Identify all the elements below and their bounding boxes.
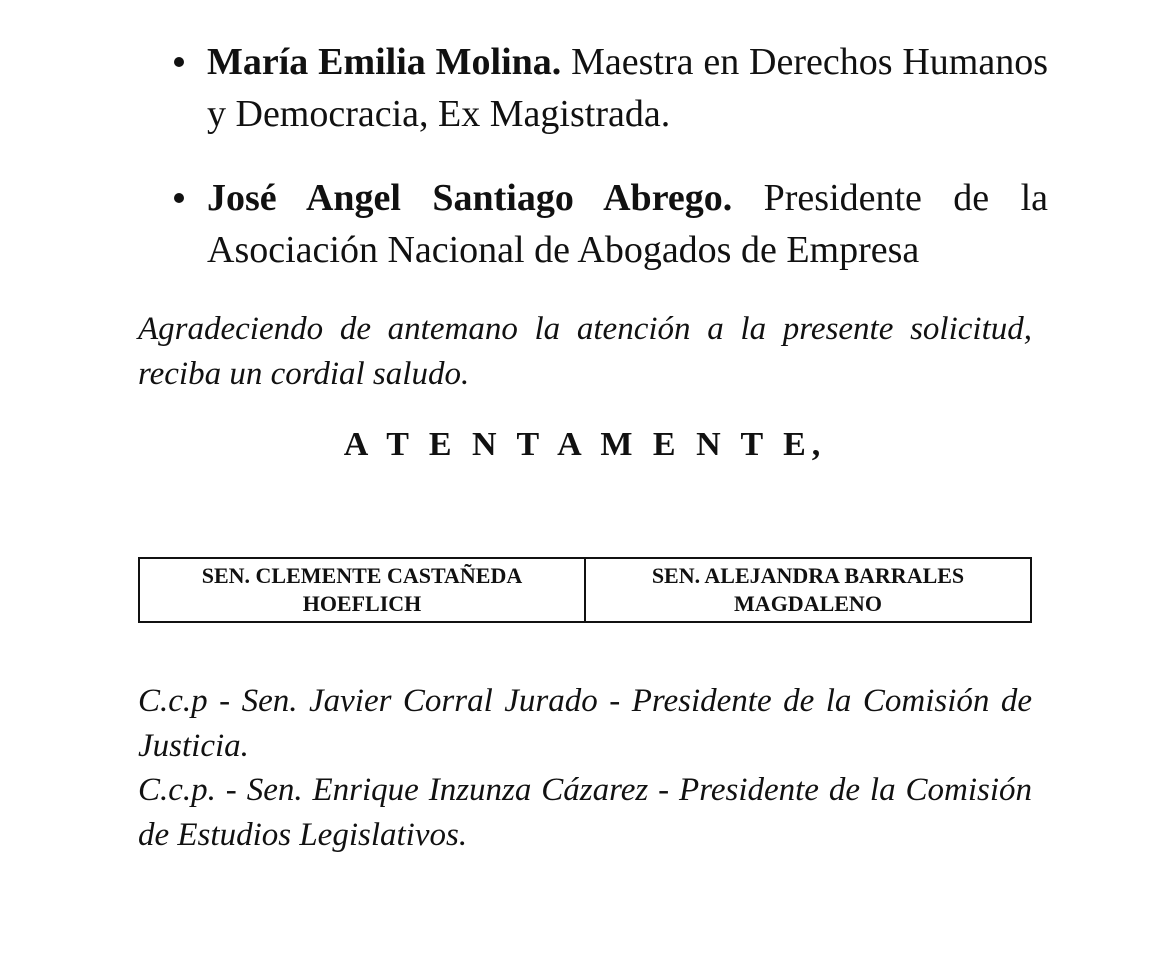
nominee-description: Maestra en Derechos Humanos y Democracia, Ex Magistrada.: [207, 41, 1049, 135]
signatory-cell: [139, 558, 585, 622]
signatory-cell: [585, 558, 1031, 622]
signatory-name-line1: SEN. ALEJANDRA BARRALES: [651, 563, 965, 588]
bullet-icon: [174, 193, 184, 203]
signatory-name-line2: MAGDALENO: [734, 591, 882, 616]
bullet-icon: [174, 57, 184, 67]
nominee-item: [170, 36, 1048, 140]
closing-paragraph: Agradeciendo de antemano la atención a la presente solicitud, reciba un cordial saludo.: [138, 311, 1032, 392]
nominee-list: [170, 36, 1048, 276]
signatory-name-line2: HOEFLICH: [302, 591, 422, 616]
cc-section: [138, 679, 1032, 857]
nominee-description: Presidente de la Asociación Nacional de Abogados de Empresa: [207, 177, 1048, 271]
signatories-row: [139, 558, 1031, 622]
signatory-name-line1: SEN. CLEMENTE CASTAÑEDA: [201, 563, 523, 588]
cc-line: C.c.p - Sen. Javier Corral Jurado - Presidente de la Comisión de Justicia.: [138, 683, 1032, 764]
signatories-table: [138, 557, 1032, 623]
nominee-item: [170, 172, 1048, 276]
atentamente-heading: A T E N T A M E N T E,: [343, 426, 827, 463]
nominee-name: José Angel Santiago Abrego.: [207, 177, 733, 219]
nominee-name: María Emilia Molina.: [207, 41, 562, 83]
cc-line: C.c.p. - Sen. Enrique Inzunza Cázarez - Presidente de la Comisión de Estudios Legislativos.: [138, 772, 1032, 853]
